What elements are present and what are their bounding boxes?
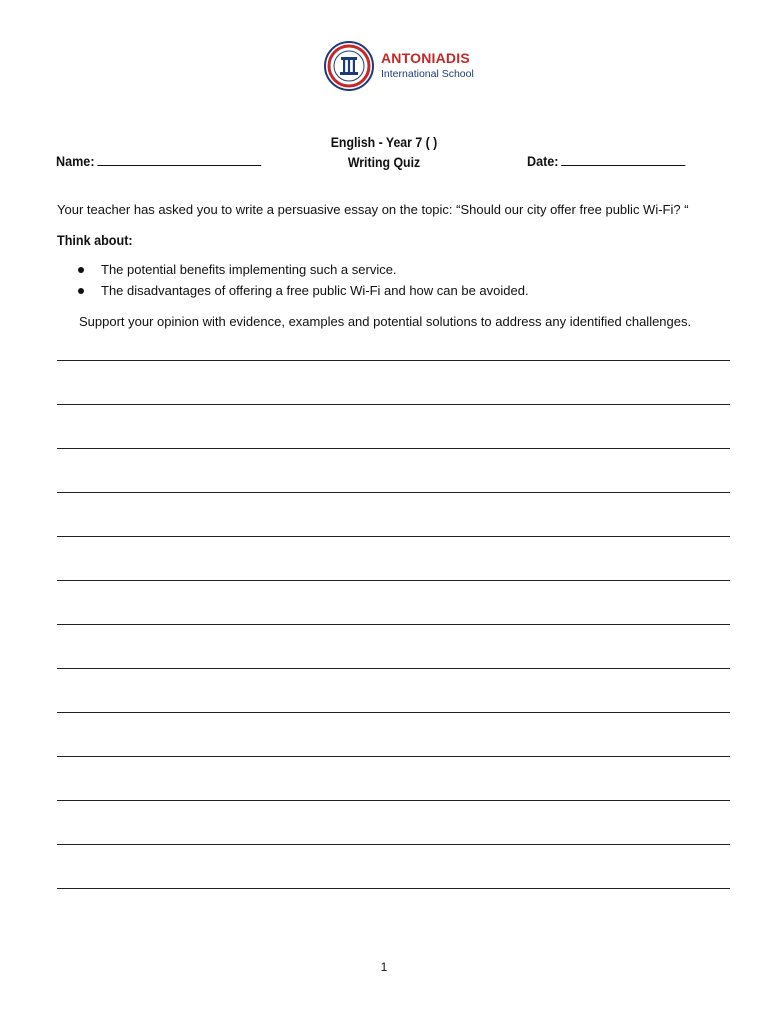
- school-logo: [323, 38, 483, 94]
- answer-line[interactable]: [57, 536, 730, 537]
- school-subtitle: International School: [381, 68, 474, 80]
- date-field: [527, 151, 685, 169]
- answer-line[interactable]: [57, 888, 730, 889]
- answer-line[interactable]: [57, 668, 730, 669]
- course-title: English - Year 7 ( ): [330, 134, 438, 150]
- think-about-list: [78, 262, 529, 304]
- name-field: [56, 151, 261, 169]
- answer-line[interactable]: [57, 492, 730, 493]
- school-name: ANTONIADIS: [381, 50, 470, 66]
- list-item-text: The disadvantages of offering a free public Wi-Fi and how can be avoided.: [101, 283, 529, 298]
- date-blank[interactable]: [561, 151, 685, 166]
- bullet-icon: [78, 267, 84, 273]
- list-item-text: The potential benefits implementing such a service.: [101, 262, 397, 277]
- essay-prompt: Your teacher has asked you to write a persuasive essay on the topic: “Should our city offer free public Wi-Fi? “: [57, 202, 689, 217]
- answer-line[interactable]: [57, 624, 730, 625]
- bullet-icon: [78, 288, 84, 294]
- date-label: Date:: [527, 153, 559, 169]
- answer-line[interactable]: [57, 712, 730, 713]
- answer-line[interactable]: [57, 360, 730, 361]
- list-item: [78, 283, 529, 304]
- name-blank[interactable]: [97, 151, 261, 166]
- answer-line[interactable]: [57, 800, 730, 801]
- answer-line[interactable]: [57, 844, 730, 845]
- answer-line[interactable]: [57, 404, 730, 405]
- name-label: Name:: [56, 153, 95, 169]
- answer-line[interactable]: [57, 448, 730, 449]
- answer-line[interactable]: [57, 756, 730, 757]
- page-number: 1: [380, 960, 388, 974]
- list-item: [78, 262, 529, 283]
- answer-line[interactable]: [57, 580, 730, 581]
- school-seal-icon: [323, 38, 375, 94]
- quiz-title: Writing Quiz: [347, 154, 421, 170]
- think-about-heading: Think about:: [57, 232, 133, 248]
- support-instruction: Support your opinion with evidence, examples and potential solutions to address any identified challenges.: [79, 314, 692, 329]
